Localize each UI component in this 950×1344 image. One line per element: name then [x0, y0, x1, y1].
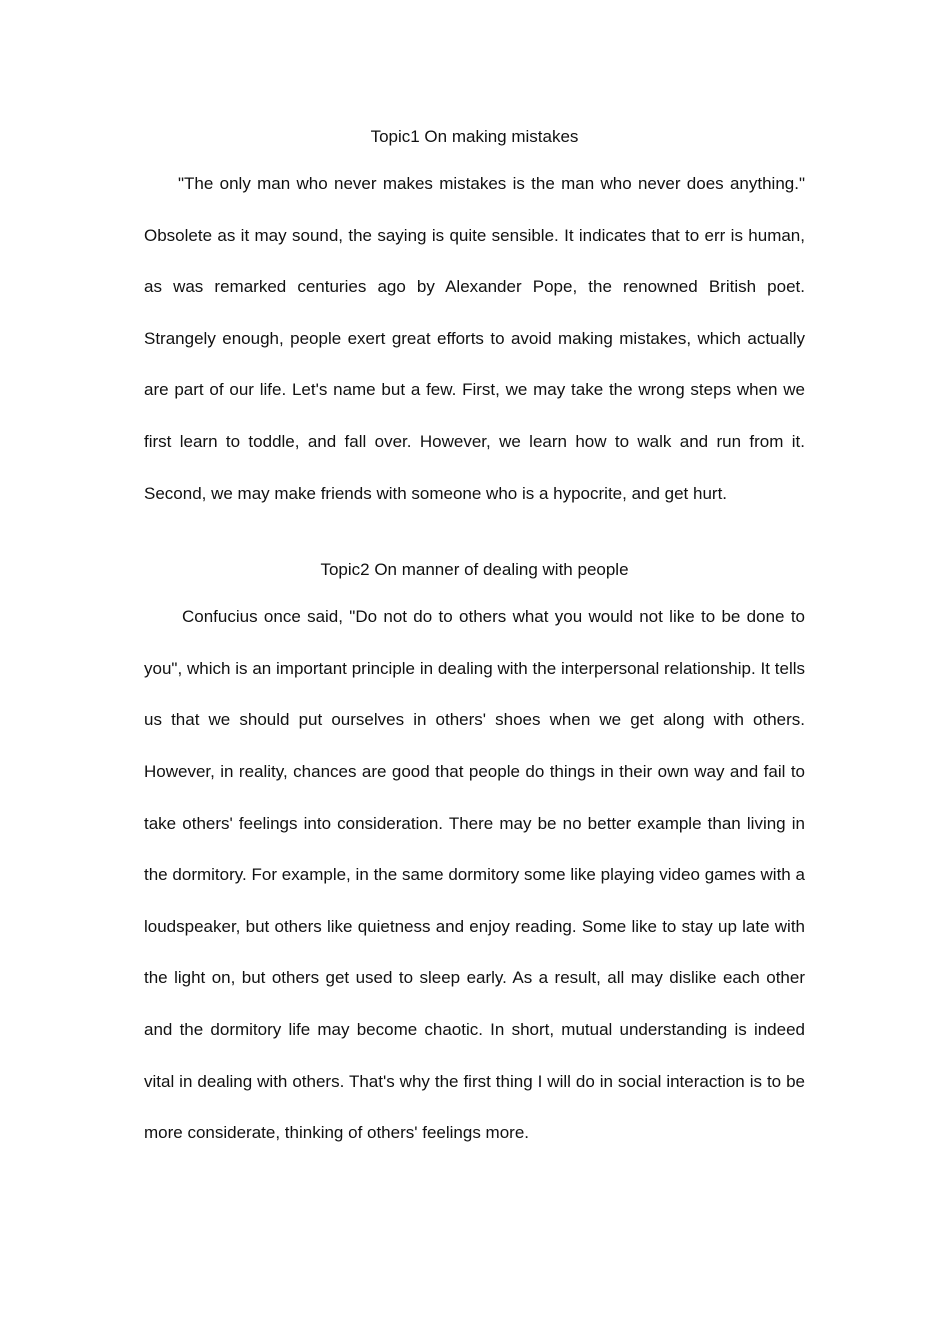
document-body: [144, 122, 805, 1159]
topic-1-section: [144, 122, 805, 519]
topic-2-paragraph: Confucius once said, "Do not do to others what you would not like to be done to you", which is an important principle in dealing with the interpersonal relationship. It tells us that we should put ourselves in others' shoes when we get along with others. However, in reality, chances are good that people do things in their own way and fail to take others' feelings into consideration. There may be no better example than living in the dormitory. For example, in the same dormitory some like playing video games with a loudspeaker, but others like quietness and enjoy reading. Some like to stay up late with the light on, but others get used to sleep early. As a result, all may dislike each other and the dormitory life may become chaotic. In short, mutual understanding is indeed vital in dealing with others. That's why the first thing I will do in social interaction is to be more considerate, thinking of others' feelings more.: [144, 607, 805, 1143]
topic-2-title: Topic2 On manner of dealing with people: [320, 560, 629, 580]
topic-1-paragraph: "The only man who never makes mistakes is the man who never does anything." Obsolete as it may sound, the saying is quite sensible. It indicates that to err is human, as was remarked centuries ago by Alexander Pope, the renowned British poet. Strangely enough, people exert great efforts to avoid making mistakes, which actually are part of our life. Let's name but a few. First, we may take the wrong steps when we first learn to toddle, and fall over. However, we learn how to walk and run from it. Second, we may make friends with someone who is a hypocrite, and get hurt.: [144, 174, 805, 503]
topic-1-title: Topic1 On making mistakes: [370, 127, 579, 146]
topic-2-section: [144, 555, 805, 1159]
